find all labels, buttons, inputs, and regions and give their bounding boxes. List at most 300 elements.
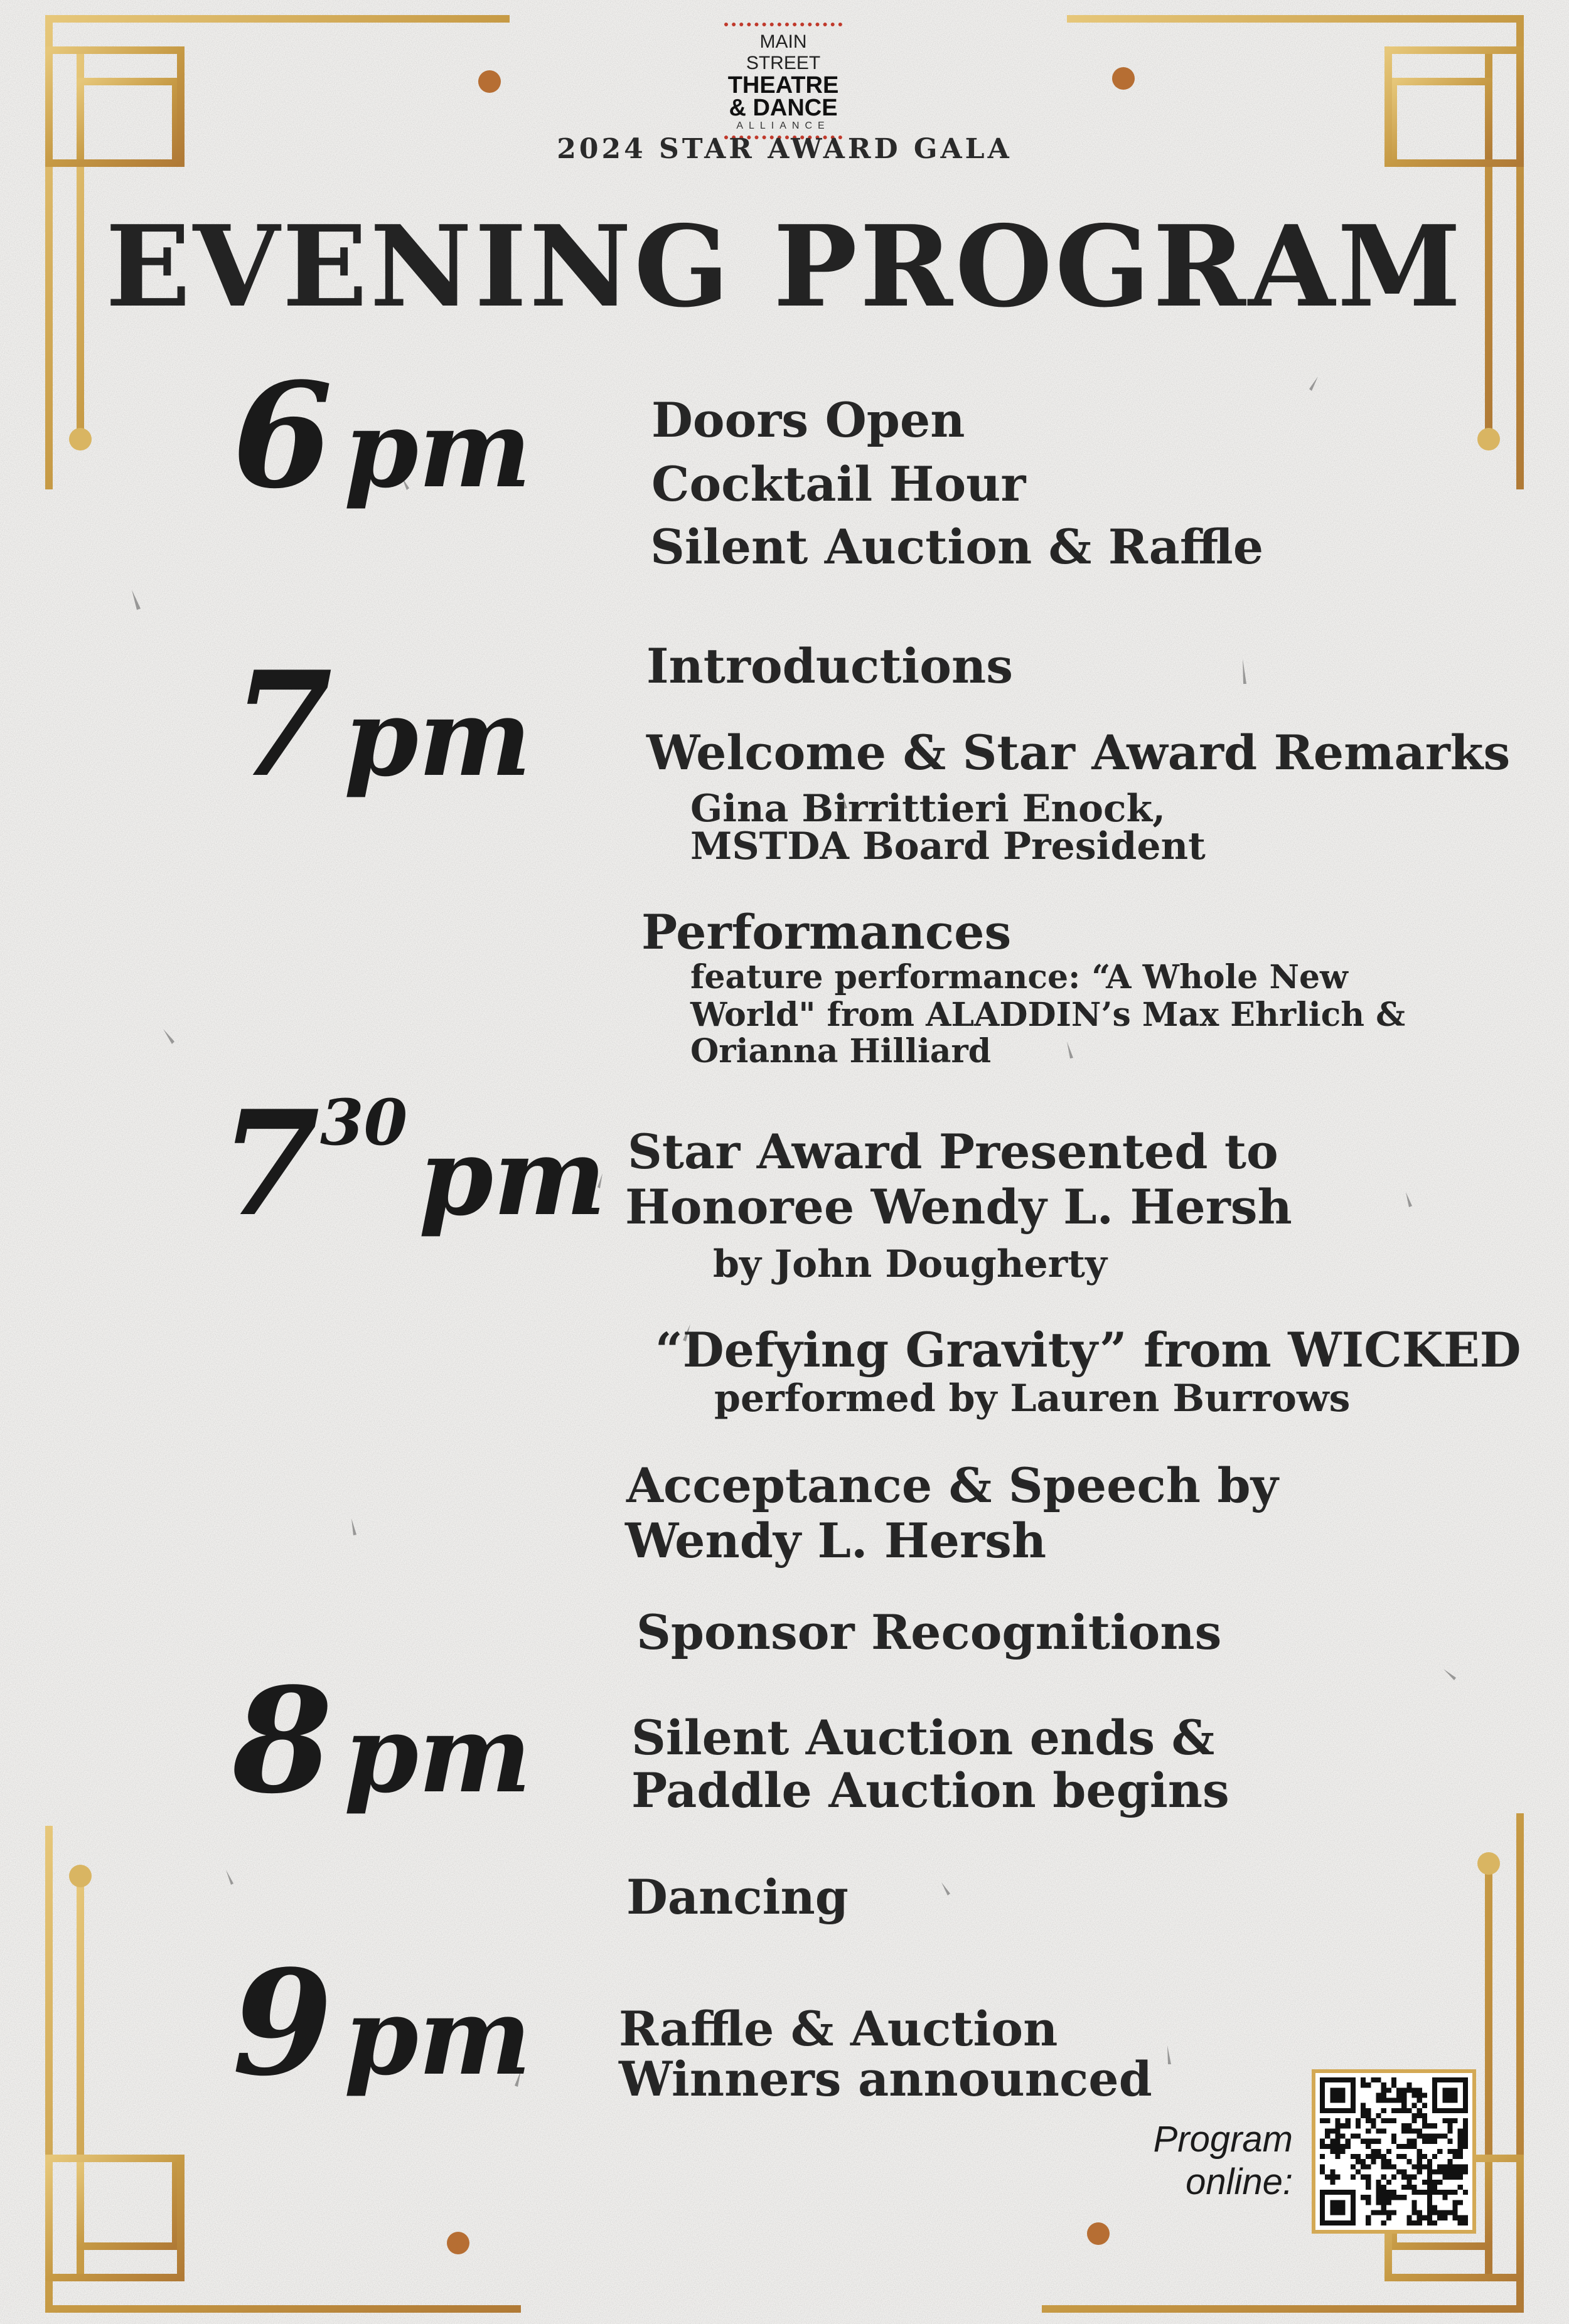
performance-detail-line2: World" from ALADDIN’s Max Ehrlich & bbox=[690, 996, 1406, 1034]
qr-module bbox=[1325, 2144, 1330, 2149]
qr-module bbox=[1406, 2220, 1411, 2225]
qr-module bbox=[1442, 2118, 1447, 2123]
qr-module bbox=[1463, 2098, 1468, 2103]
qr-module bbox=[1381, 2185, 1386, 2190]
qr-module bbox=[1341, 2134, 1346, 2139]
qr-module bbox=[1427, 2210, 1432, 2215]
qr-module bbox=[1325, 2134, 1330, 2139]
qr-module bbox=[1401, 2175, 1406, 2180]
qr-module bbox=[1366, 2113, 1371, 2118]
qr-module bbox=[1320, 2082, 1325, 2087]
qr-module bbox=[1417, 2164, 1422, 2169]
qr-module bbox=[1432, 2077, 1437, 2082]
qr-module bbox=[1458, 2108, 1463, 2113]
qr-module bbox=[1427, 2200, 1432, 2205]
qr-module bbox=[1335, 2210, 1340, 2215]
qr-module bbox=[1411, 2164, 1416, 2169]
qr-module bbox=[1341, 2205, 1346, 2210]
qr-module bbox=[1411, 2205, 1416, 2210]
qr-module bbox=[1458, 2154, 1463, 2159]
qr-module bbox=[1351, 2215, 1356, 2220]
qr-module bbox=[1458, 2128, 1463, 2133]
qr-module bbox=[1366, 2164, 1371, 2169]
qr-module bbox=[1330, 2139, 1335, 2144]
qr-module bbox=[1366, 2195, 1371, 2200]
mstda-logo bbox=[720, 23, 846, 139]
qr-module bbox=[1411, 2139, 1416, 2144]
qr-module bbox=[1320, 2077, 1325, 2082]
qr-module bbox=[1396, 2144, 1401, 2149]
qr-module bbox=[1351, 2108, 1356, 2113]
qr-module bbox=[1432, 2169, 1437, 2174]
qr-module bbox=[1422, 2154, 1427, 2159]
qr-module bbox=[1447, 2169, 1452, 2174]
qr-module bbox=[1432, 2139, 1437, 2144]
event-paddle-auction-begins: Paddle Auction begins bbox=[631, 1762, 1229, 1818]
qr-module bbox=[1437, 2180, 1442, 2185]
qr-module bbox=[1458, 2215, 1463, 2220]
qr-module bbox=[1442, 2077, 1447, 2082]
qr-module bbox=[1427, 2169, 1432, 2174]
qr-module bbox=[1463, 2169, 1468, 2174]
time-hour: 7 bbox=[232, 640, 333, 809]
qr-module bbox=[1406, 2175, 1411, 2180]
qr-module bbox=[1325, 2077, 1330, 2082]
qr-module bbox=[1361, 2139, 1366, 2144]
qr-module bbox=[1463, 2164, 1468, 2169]
qr-module bbox=[1458, 2134, 1463, 2139]
qr-module bbox=[1401, 2098, 1406, 2103]
qr-module bbox=[1366, 2144, 1371, 2149]
qr-module bbox=[1406, 2139, 1411, 2144]
qr-module bbox=[1335, 2190, 1340, 2195]
qr-module bbox=[1447, 2108, 1452, 2113]
qr-module bbox=[1453, 2169, 1458, 2174]
qr-module bbox=[1411, 2190, 1416, 2195]
qr-module bbox=[1458, 2139, 1463, 2144]
qr-module bbox=[1463, 2082, 1468, 2087]
qr-module bbox=[1422, 2180, 1427, 2185]
qr-module bbox=[1417, 2098, 1422, 2103]
qr-module bbox=[1447, 2175, 1452, 2180]
qr-module bbox=[1458, 2144, 1463, 2149]
qr-module bbox=[1458, 2200, 1463, 2205]
event-silent-auction-ends: Silent Auction ends & bbox=[631, 1710, 1215, 1766]
qr-module bbox=[1442, 2134, 1447, 2139]
qr-module bbox=[1351, 2195, 1356, 2200]
qr-module bbox=[1335, 2098, 1340, 2103]
qr-module bbox=[1386, 2215, 1391, 2220]
time-minutes: 30 bbox=[320, 1085, 408, 1159]
qr-module bbox=[1427, 2185, 1432, 2190]
qr-module bbox=[1346, 2123, 1351, 2128]
qr-module bbox=[1371, 2154, 1376, 2159]
qr-module bbox=[1376, 2154, 1381, 2159]
qr-module bbox=[1346, 2139, 1351, 2144]
qr-module bbox=[1453, 2149, 1458, 2154]
qr-module bbox=[1356, 2154, 1361, 2159]
event-sponsor-recognitions: Sponsor Recognitions bbox=[636, 1604, 1222, 1660]
qr-module bbox=[1381, 2175, 1386, 2180]
qr-code[interactable] bbox=[1312, 2069, 1476, 2234]
star-award-presenter: by John Dougherty bbox=[713, 1242, 1107, 1286]
qr-module bbox=[1361, 2108, 1366, 2113]
qr-module bbox=[1346, 2118, 1351, 2123]
qr-module bbox=[1417, 2215, 1422, 2220]
qr-module bbox=[1376, 2190, 1381, 2195]
qr-module bbox=[1381, 2098, 1386, 2103]
qr-module bbox=[1366, 2108, 1371, 2113]
qr-module bbox=[1381, 2200, 1386, 2205]
qr-module bbox=[1406, 2087, 1411, 2092]
qr-module bbox=[1341, 2149, 1346, 2154]
qr-module bbox=[1406, 2128, 1411, 2133]
qr-module bbox=[1330, 2175, 1335, 2180]
qr-module bbox=[1406, 2082, 1411, 2087]
qr-module bbox=[1371, 2077, 1376, 2082]
qr-module bbox=[1330, 2220, 1335, 2225]
qr-module bbox=[1335, 2118, 1340, 2123]
qr-module bbox=[1346, 2190, 1351, 2195]
qr-module bbox=[1366, 2154, 1371, 2159]
qr-module bbox=[1366, 2220, 1371, 2225]
qr-module bbox=[1401, 2128, 1406, 2133]
qr-module bbox=[1361, 2103, 1366, 2108]
time-suffix: pm bbox=[419, 1114, 606, 1240]
qr-module bbox=[1351, 2077, 1356, 2082]
qr-module bbox=[1396, 2108, 1401, 2113]
qr-module bbox=[1396, 2098, 1401, 2103]
qr-module bbox=[1432, 2108, 1437, 2113]
qr-module bbox=[1437, 2169, 1442, 2174]
qr-module bbox=[1371, 2210, 1376, 2215]
qr-module bbox=[1417, 2113, 1422, 2118]
logo-line-theatre: THEATRE bbox=[727, 72, 839, 99]
qr-module bbox=[1325, 2175, 1330, 2180]
qr-module bbox=[1427, 2220, 1432, 2225]
qr-module bbox=[1335, 2123, 1340, 2128]
qr-module bbox=[1442, 2175, 1447, 2180]
qr-module bbox=[1325, 2118, 1330, 2123]
qr-module bbox=[1376, 2098, 1381, 2103]
qr-module bbox=[1417, 2092, 1422, 2097]
qr-module bbox=[1427, 2123, 1432, 2128]
qr-module bbox=[1401, 2169, 1406, 2174]
qr-module bbox=[1341, 2092, 1346, 2097]
qr-module bbox=[1447, 2123, 1452, 2128]
qr-module bbox=[1351, 2082, 1356, 2087]
gala-title: 2024 STAR AWARD GALA bbox=[557, 133, 1012, 165]
qr-module bbox=[1437, 2215, 1442, 2220]
qr-module bbox=[1335, 2149, 1340, 2154]
qr-module bbox=[1351, 2098, 1356, 2103]
qr-module bbox=[1463, 2092, 1468, 2097]
qr-module bbox=[1401, 2087, 1406, 2092]
qr-module bbox=[1351, 2205, 1356, 2210]
qr-module bbox=[1453, 2215, 1458, 2220]
qr-module bbox=[1366, 2200, 1371, 2205]
qr-module bbox=[1422, 2103, 1427, 2108]
qr-module bbox=[1335, 2087, 1340, 2092]
qr-module bbox=[1442, 2164, 1447, 2169]
qr-module bbox=[1422, 2134, 1427, 2139]
event-defying-gravity: “Defying Gravity” from WICKED bbox=[655, 1322, 1521, 1378]
welcome-speaker-name: Gina Birrittieri Enock, bbox=[690, 787, 1166, 831]
qr-module bbox=[1458, 2164, 1463, 2169]
qr-module bbox=[1320, 2098, 1325, 2103]
qr-module bbox=[1401, 2123, 1406, 2128]
qr-module bbox=[1427, 2134, 1432, 2139]
qr-module bbox=[1447, 2190, 1452, 2195]
qr-module bbox=[1330, 2128, 1335, 2133]
qr-module bbox=[1335, 2175, 1340, 2180]
qr-module bbox=[1391, 2077, 1396, 2082]
qr-module bbox=[1411, 2144, 1416, 2149]
qr-module bbox=[1320, 2190, 1325, 2195]
qr-module bbox=[1381, 2108, 1386, 2113]
qr-module bbox=[1341, 2190, 1346, 2195]
qr-module bbox=[1406, 2144, 1411, 2149]
qr-module bbox=[1330, 2092, 1335, 2097]
qr-module bbox=[1411, 2200, 1416, 2205]
qr-module bbox=[1463, 2108, 1468, 2113]
logo-line-main-street: MAIN STREET bbox=[746, 31, 821, 73]
qr-caption-line1: Program bbox=[1153, 2119, 1293, 2160]
qr-module bbox=[1427, 2175, 1432, 2180]
qr-module bbox=[1432, 2087, 1437, 2092]
qr-module bbox=[1411, 2210, 1416, 2215]
qr-module bbox=[1346, 2108, 1351, 2113]
qr-module bbox=[1391, 2210, 1396, 2215]
qr-module bbox=[1463, 2123, 1468, 2128]
qr-module bbox=[1351, 2154, 1356, 2159]
qr-module bbox=[1422, 2164, 1427, 2169]
qr-module bbox=[1335, 2134, 1340, 2139]
qr-module bbox=[1432, 2103, 1437, 2108]
qr-module bbox=[1381, 2118, 1386, 2123]
qr-module bbox=[1411, 2175, 1416, 2180]
qr-module bbox=[1320, 2118, 1325, 2123]
qr-module bbox=[1381, 2195, 1386, 2200]
qr-module bbox=[1463, 2077, 1468, 2082]
qr-module bbox=[1401, 2144, 1406, 2149]
qr-module bbox=[1366, 2175, 1371, 2180]
qr-module bbox=[1376, 2139, 1381, 2144]
qr-module bbox=[1341, 2123, 1346, 2128]
time-suffix: pm bbox=[344, 1974, 532, 2099]
performance-detail-line3: Orianna Hilliard bbox=[690, 1032, 992, 1070]
qr-module bbox=[1330, 2098, 1335, 2103]
qr-module bbox=[1330, 2210, 1335, 2215]
qr-module bbox=[1401, 2103, 1406, 2108]
qr-module bbox=[1432, 2185, 1437, 2190]
qr-module bbox=[1447, 2139, 1452, 2144]
qr-module bbox=[1376, 2185, 1381, 2190]
qr-module bbox=[1376, 2077, 1381, 2082]
qr-module bbox=[1386, 2118, 1391, 2123]
qr-module bbox=[1341, 2210, 1346, 2215]
qr-module bbox=[1320, 2087, 1325, 2092]
qr-module bbox=[1442, 2195, 1447, 2200]
qr-module bbox=[1442, 2215, 1447, 2220]
qr-module bbox=[1406, 2185, 1411, 2190]
qr-module bbox=[1381, 2190, 1386, 2195]
event-silent-auction-raffle: Silent Auction & Raffle bbox=[650, 519, 1264, 575]
qr-module bbox=[1437, 2077, 1442, 2082]
qr-module bbox=[1335, 2128, 1340, 2133]
qr-module bbox=[1386, 2087, 1391, 2092]
qr-module bbox=[1427, 2195, 1432, 2200]
qr-module bbox=[1442, 2098, 1447, 2103]
qr-module bbox=[1341, 2108, 1346, 2113]
qr-module bbox=[1422, 2215, 1427, 2220]
qr-module bbox=[1396, 2092, 1401, 2097]
qr-module bbox=[1376, 2200, 1381, 2205]
time-hour: 8 bbox=[232, 1656, 333, 1826]
qr-module bbox=[1351, 2092, 1356, 2097]
qr-module bbox=[1341, 2200, 1346, 2205]
qr-module bbox=[1453, 2077, 1458, 2082]
qr-module bbox=[1330, 2205, 1335, 2210]
qr-module bbox=[1366, 2118, 1371, 2123]
qr-module bbox=[1432, 2220, 1437, 2225]
qr-module bbox=[1320, 2164, 1325, 2169]
qr-module bbox=[1463, 2144, 1468, 2149]
qr-module bbox=[1432, 2098, 1437, 2103]
qr-module bbox=[1422, 2113, 1427, 2118]
qr-module bbox=[1427, 2139, 1432, 2144]
qr-module bbox=[1406, 2180, 1411, 2185]
qr-module bbox=[1437, 2190, 1442, 2195]
qr-module bbox=[1325, 2128, 1330, 2133]
qr-module bbox=[1346, 2077, 1351, 2082]
qr-module bbox=[1356, 2123, 1361, 2128]
qr-module bbox=[1453, 2200, 1458, 2205]
qr-module bbox=[1386, 2159, 1391, 2164]
qr-module bbox=[1417, 2190, 1422, 2195]
qr-module bbox=[1396, 2087, 1401, 2092]
qr-module bbox=[1371, 2118, 1376, 2123]
qr-module bbox=[1381, 2092, 1386, 2097]
qr-module bbox=[1341, 2220, 1346, 2225]
qr-module bbox=[1351, 2134, 1356, 2139]
qr-module bbox=[1386, 2195, 1391, 2200]
qr-module bbox=[1432, 2205, 1437, 2210]
qr-module bbox=[1417, 2087, 1422, 2092]
qr-module bbox=[1427, 2164, 1432, 2169]
qr-module bbox=[1381, 2159, 1386, 2164]
qr-module bbox=[1335, 2139, 1340, 2144]
qr-module bbox=[1427, 2180, 1432, 2185]
qr-code-icon bbox=[1320, 2077, 1468, 2225]
qr-module bbox=[1356, 2118, 1361, 2123]
qr-module bbox=[1463, 2139, 1468, 2144]
qr-module bbox=[1320, 2205, 1325, 2210]
qr-module bbox=[1361, 2195, 1366, 2200]
qr-module bbox=[1427, 2159, 1432, 2164]
qr-module bbox=[1366, 2215, 1371, 2220]
qr-module bbox=[1346, 2144, 1351, 2149]
qr-module bbox=[1320, 2139, 1325, 2144]
qr-module bbox=[1386, 2149, 1391, 2154]
qr-module bbox=[1361, 2077, 1366, 2082]
event-star-award-line1: Star Award Presented to bbox=[628, 1124, 1278, 1180]
qr-module bbox=[1341, 2077, 1346, 2082]
qr-module bbox=[1320, 2210, 1325, 2215]
qr-module bbox=[1386, 2164, 1391, 2169]
event-dancing: Dancing bbox=[626, 1869, 849, 1925]
event-acceptance-line1: Acceptance & Speech by bbox=[626, 1458, 1278, 1513]
qr-module bbox=[1417, 2220, 1422, 2225]
qr-module bbox=[1351, 2175, 1356, 2180]
qr-module bbox=[1427, 2205, 1432, 2210]
qr-module bbox=[1361, 2082, 1366, 2087]
qr-module bbox=[1447, 2149, 1452, 2154]
qr-module bbox=[1391, 2164, 1396, 2169]
logo-line-alliance: ALLIANCE bbox=[736, 120, 830, 131]
qr-module bbox=[1437, 2149, 1442, 2154]
qr-module bbox=[1361, 2159, 1366, 2164]
qr-module bbox=[1401, 2154, 1406, 2159]
qr-module bbox=[1391, 2175, 1396, 2180]
qr-module bbox=[1366, 2082, 1371, 2087]
qr-module bbox=[1442, 2169, 1447, 2174]
qr-module bbox=[1351, 2164, 1356, 2169]
qr-module bbox=[1417, 2159, 1422, 2164]
qr-module bbox=[1432, 2210, 1437, 2215]
qr-module bbox=[1381, 2205, 1386, 2210]
qr-module bbox=[1330, 2169, 1335, 2174]
qr-module bbox=[1371, 2123, 1376, 2128]
qr-module bbox=[1391, 2108, 1396, 2113]
qr-module bbox=[1361, 2164, 1366, 2169]
qr-module bbox=[1458, 2185, 1463, 2190]
qr-module bbox=[1320, 2144, 1325, 2149]
qr-module bbox=[1447, 2077, 1452, 2082]
qr-module bbox=[1453, 2154, 1458, 2159]
qr-module bbox=[1396, 2195, 1401, 2200]
qr-module bbox=[1335, 2077, 1340, 2082]
qr-module bbox=[1376, 2092, 1381, 2097]
qr-module bbox=[1381, 2164, 1386, 2169]
qr-module bbox=[1320, 2103, 1325, 2108]
time-6pm bbox=[232, 351, 532, 521]
qr-module bbox=[1432, 2092, 1437, 2097]
event-welcome: Welcome & Star Award Remarks bbox=[646, 725, 1511, 781]
time-hour: 7 bbox=[220, 1079, 321, 1249]
qr-module bbox=[1320, 2195, 1325, 2200]
qr-module bbox=[1366, 2139, 1371, 2144]
qr-module bbox=[1330, 2149, 1335, 2154]
qr-module bbox=[1411, 2103, 1416, 2108]
qr-module bbox=[1391, 2134, 1396, 2139]
qr-module bbox=[1417, 2134, 1422, 2139]
qr-module bbox=[1432, 2180, 1437, 2185]
qr-module bbox=[1320, 2154, 1325, 2159]
qr-module bbox=[1371, 2149, 1376, 2154]
qr-module bbox=[1453, 2164, 1458, 2169]
qr-module bbox=[1325, 2190, 1330, 2195]
event-raffle-auction: Raffle & Auction bbox=[619, 2001, 1058, 2057]
qr-module bbox=[1376, 2210, 1381, 2215]
qr-module bbox=[1330, 2200, 1335, 2205]
qr-module bbox=[1330, 2108, 1335, 2113]
defying-gravity-performer: performed by Lauren Burrows bbox=[714, 1377, 1351, 1421]
qr-module bbox=[1453, 2118, 1458, 2123]
qr-module bbox=[1335, 2154, 1340, 2159]
qr-module bbox=[1335, 2220, 1340, 2225]
qr-module bbox=[1432, 2123, 1437, 2128]
